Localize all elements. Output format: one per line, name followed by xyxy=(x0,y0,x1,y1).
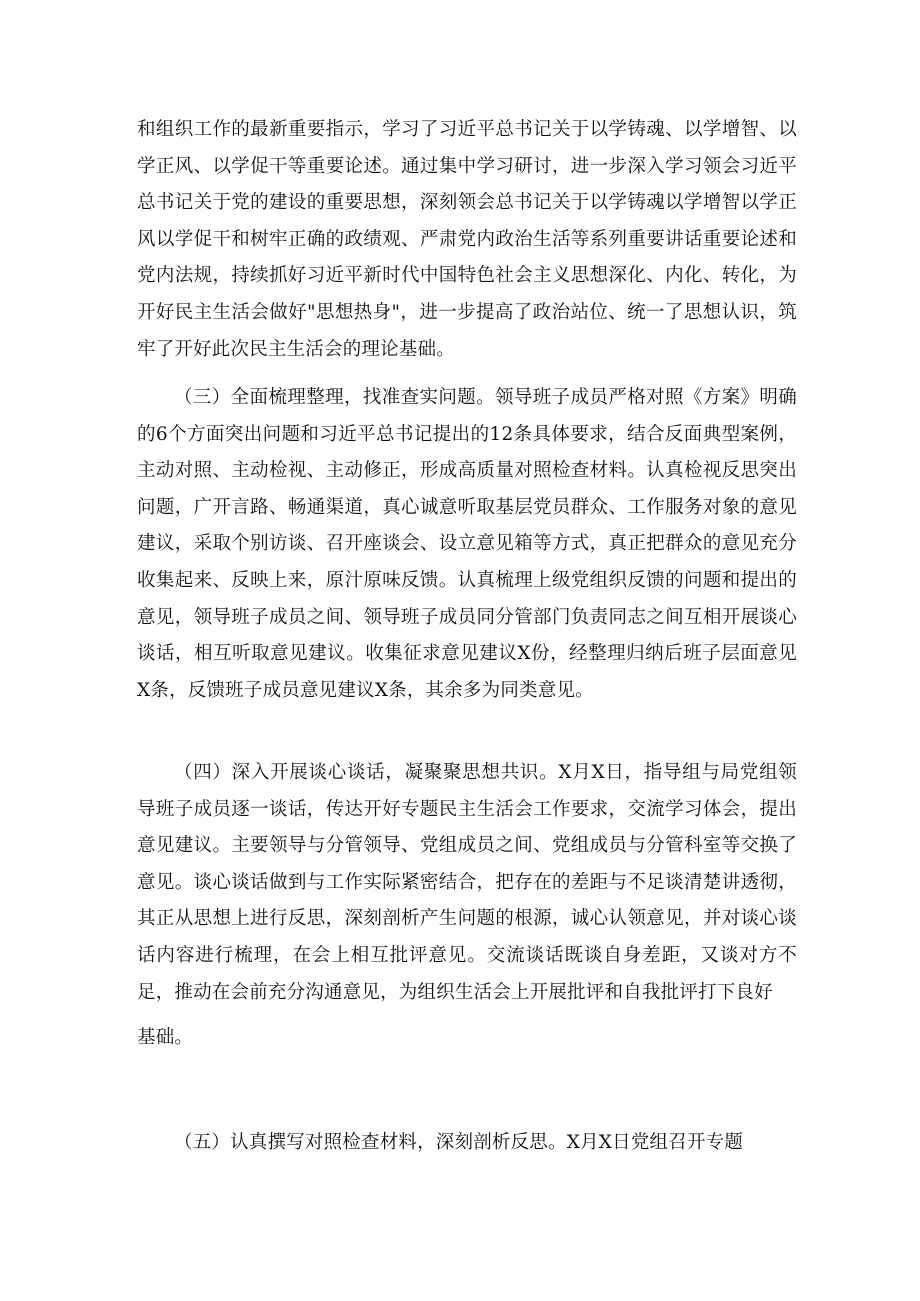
paragraph-section-four-continued: 基础。 xyxy=(137,1027,194,1048)
paragraph-section-five: （五）认真撰写对照检查材料，深刻剖析反思。X月X日党组召开专题 xyxy=(174,1132,744,1153)
paragraph-study-summary: 和组织工作的最新重要指示，学习了习近平总书记关于以学铸魂、以学增智、以学正风、以学促干等重要论述。通过集中学习研讨，进一步深入学习领会习近平总书记关于党的建设的重要思想，深刻领会总书记关于以学铸魂以学增智以学正风以学促干和树牢正确的政绩观、严肃党内政治生活等系列重要讲话重要论述和党内法规，持续抓好习近平新时代中国特色社会主义思想深化、内化、转化，为开好民主生活会做好"思想热身"，进一步提高了政治站位、统一了思想认识，筑牢了开好此次民主生活会的理论基础。 xyxy=(137,119,797,360)
paragraph-section-three: （三）全面梳理整理，找准查实问题。领导班子成员严格对照《方案》明确的6个方面突出问题和习近平总书记提出的12条具体要求，结合反面典型案例，主动对照、主动检视、主动修正，形成高质量对照检查材料。认真检视反思突出问题，广开言路、畅通渠道，真心诚意听取基层党员群众、工作服务对象的意见建议，采取个别访谈、召开座谈会、设立意见箱等方式，真正把群众的意见充分收集起来、反映上来，原汁原味反馈。认真梳理上级党组织反馈的问题和提出的意见，领导班子成员之间、领导班子成员同分管部门负责同志之间互相开展谈心谈话，相互听取意见建议。收集征求意见建议X份，经整理归纳后班子层面意见X条，反馈班子成员意见建议X条，其余多为同类意见。 xyxy=(137,387,797,701)
paragraph-section-four: （四）深入开展谈心谈话，凝聚聚思想共识。X月X日，指导组与局党组领导班子成员逐一谈话，传达开好专题民主生活会工作要求，交流学习体会，提出意见建议。主要领导与分管领导、党组成员之间、党组成员与分管科室等交换了意见。谈心谈话做到与工作实际紧密结合，把存在的差距与不足谈清楚讲透彻，其正从思想上进行反思，深刻剖析产生问题的根源，诚心认领意见，并对谈心谈话内容进行梳理，在会上相互批评意见。交流谈话既谈自身差距，又谈对方不足，推动在会前充分沟通意见，为组织生活会上开展批评和自我批评打下良好 xyxy=(137,762,797,1003)
